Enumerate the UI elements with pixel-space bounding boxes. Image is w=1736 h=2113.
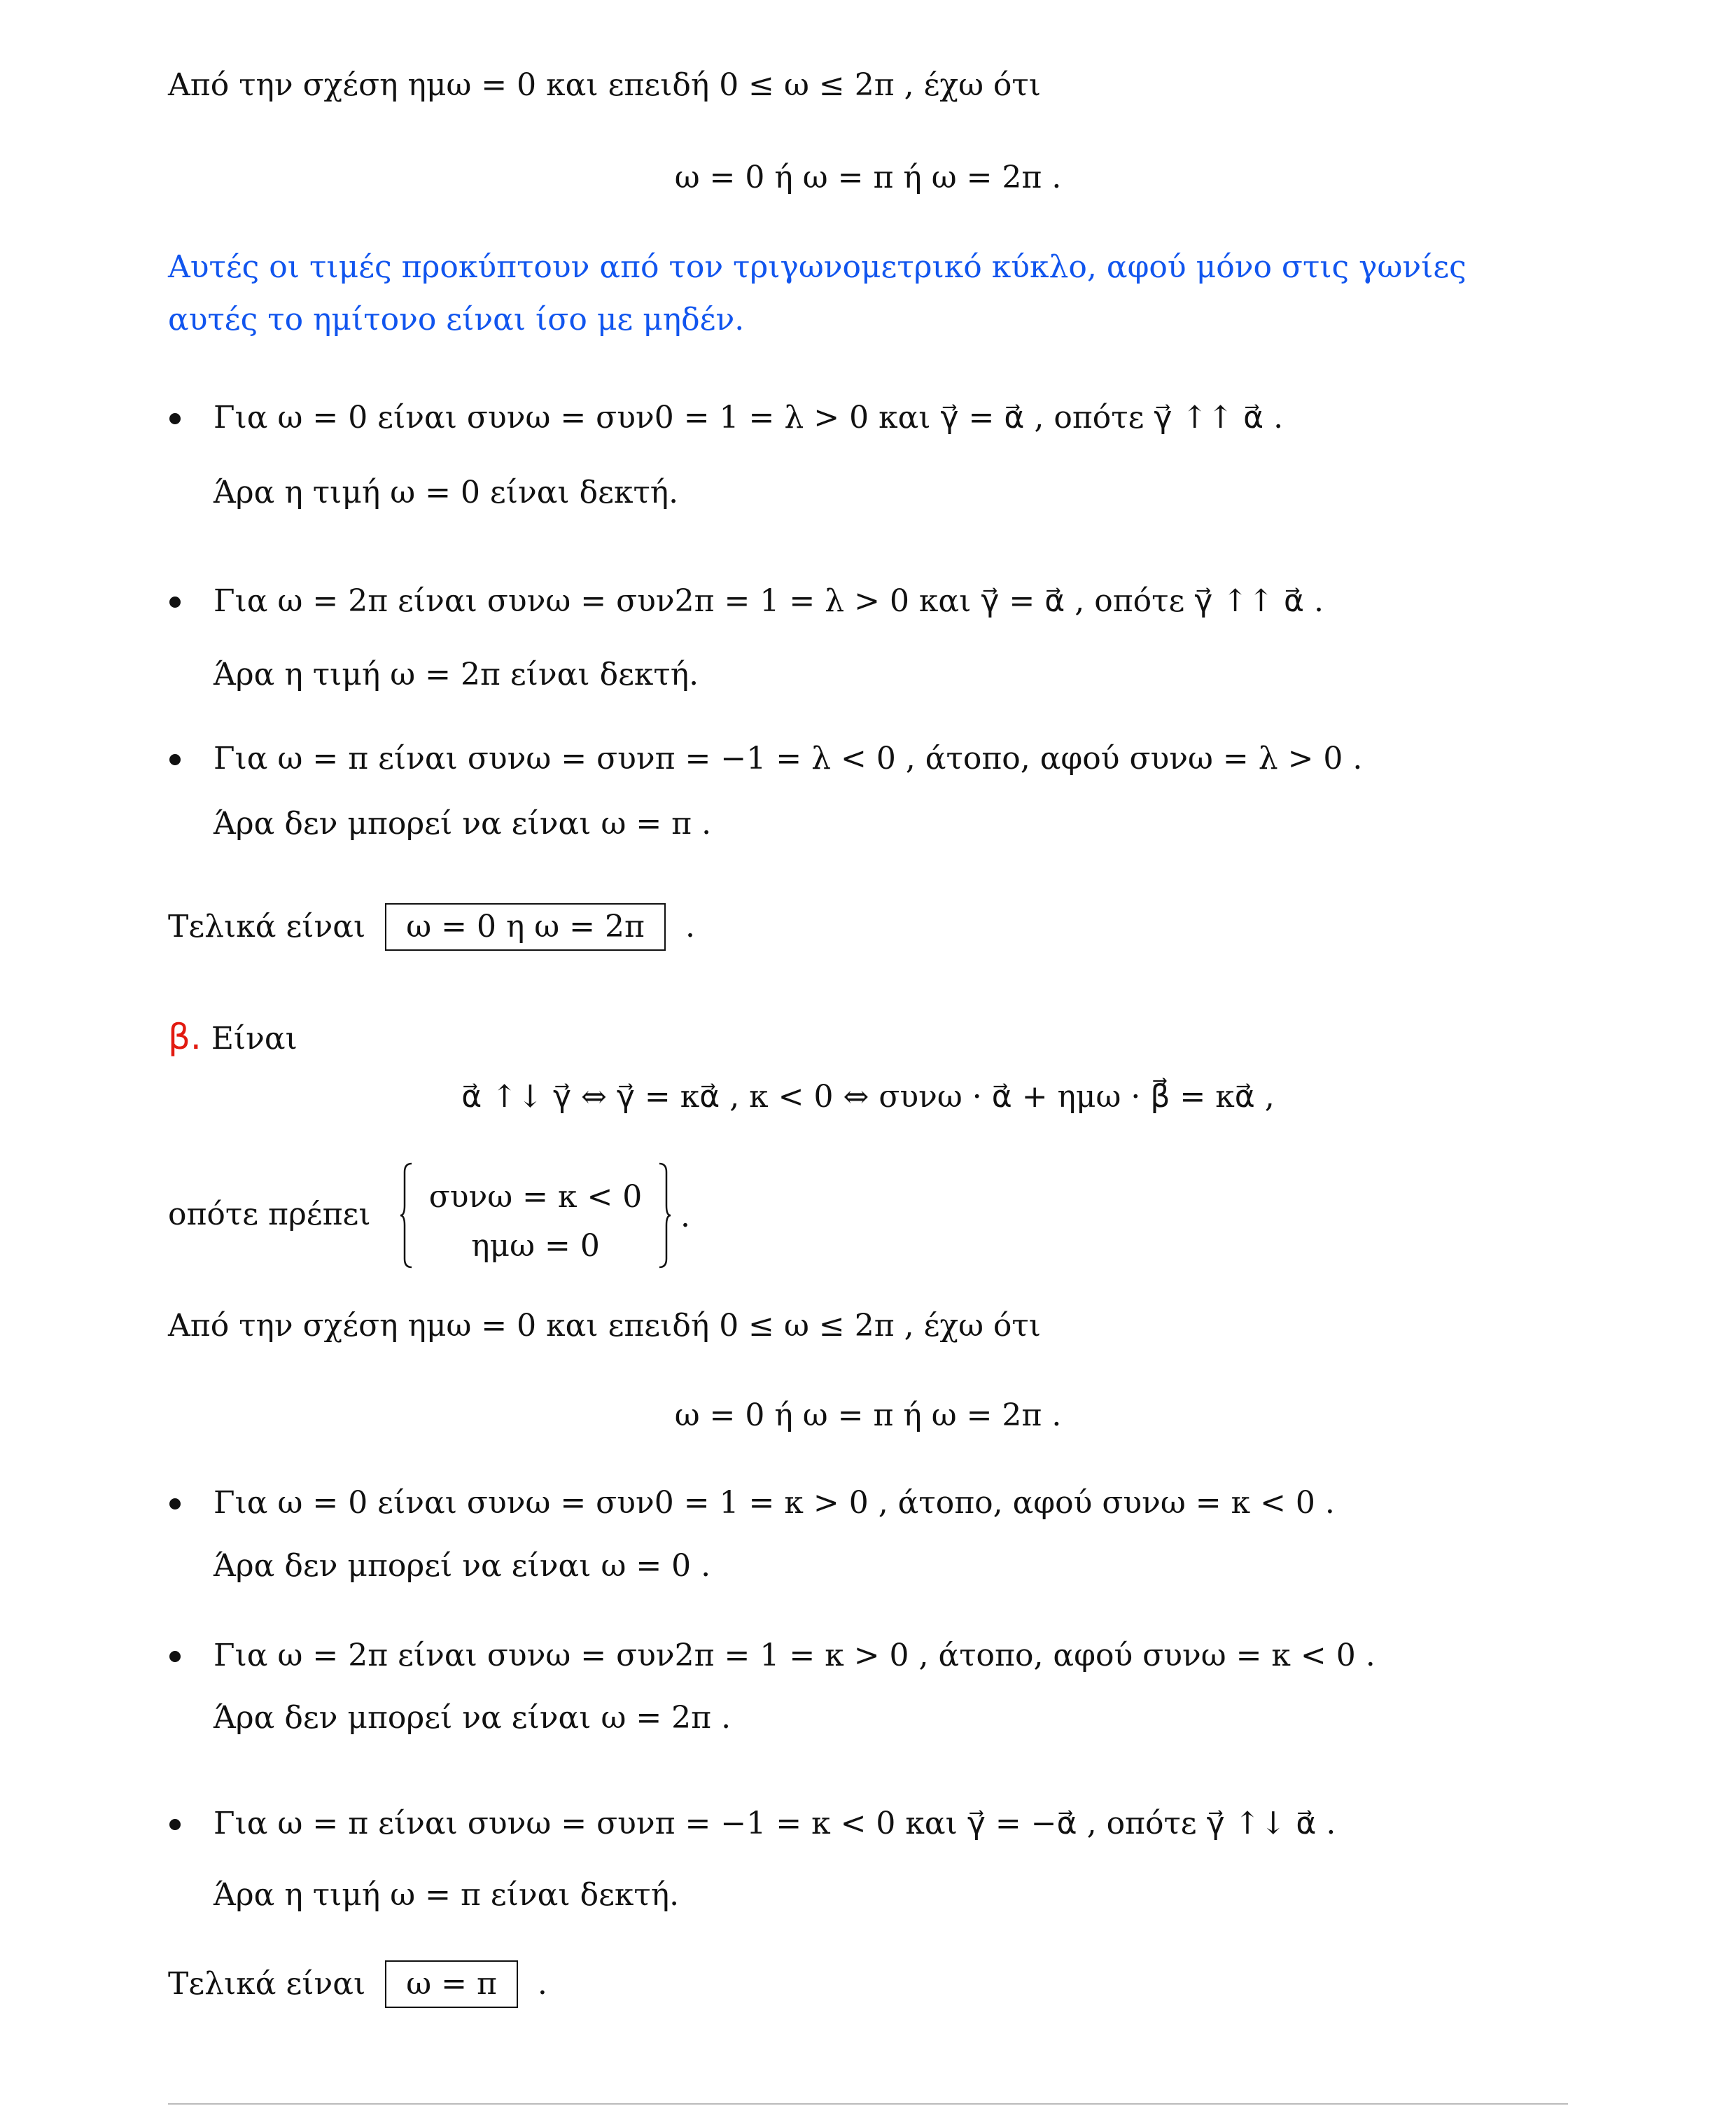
final-suffix: . [685,909,695,944]
part-b-case1-line1: Για ω = 0 είναι συνω = συν0 = 1 = κ > 0 , άτοπο, αφού συνω = κ < 0 . [214,1485,1335,1521]
part-a-case2-line2: Άρα η τιμή ω = 2π είναι δεκτή. [214,657,699,692]
right-brace-icon [658,1162,672,1269]
part-b-header [168,1017,298,1057]
part-b-label: β. [168,1017,202,1057]
system-prefix: οπότε πρέπει [168,1197,371,1232]
bullet-icon [169,1819,181,1830]
part-b-case3-line2: Άρα η τιμή ω = π είναι δεκτή. [214,1877,680,1913]
part-a-case2-line1: Για ω = 2π είναι συνω = συν2π = 1 = λ > 0 και γ⃗ = α⃗ , οπότε γ⃗ ↑↑ α⃗ . [214,583,1324,619]
final-prefix: Τελικά είναι [168,1966,366,2002]
part-a-case1-line2: Άρα η τιμή ω = 0 είναι δεκτή. [214,475,679,510]
system-row1: συνω = κ < 0 [428,1179,643,1215]
bullet-icon [169,597,181,608]
part-a-final [168,903,695,951]
part-a-case3-line2: Άρα δεν μπορεί να είναι ω = π . [214,806,712,842]
part-a-intro: Από την σχέση ημω = 0 και επειδή 0 ≤ ω ≤ 2π , έχω ότι [168,67,1042,103]
part-b-case2-line1: Για ω = 2π είναι συνω = συν2π = 1 = κ > 0 , άτοπο, αφού συνω = κ < 0 . [214,1638,1376,1673]
part-b-label-text: Είναι [211,1021,298,1056]
final-suffix: . [537,1966,547,2002]
part-b-final [168,1960,547,2008]
part-b-case1-line2: Άρα δεν μπορεί να είναι ω = 0 . [214,1548,711,1584]
part-b-equivalence: α⃗ ↑↓ γ⃗ ⇔ γ⃗ = κα⃗ , κ < 0 ⇔ συνω · α⃗ + ημω · β⃗ = κα⃗ , [461,1079,1275,1115]
part-a-solutions: ω = 0 ή ω = π ή ω = 2π . [674,160,1062,195]
bullet-icon [169,1498,181,1509]
part-b-case2-line2: Άρα δεν μπορεί να είναι ω = 2π . [214,1700,732,1736]
part-a-case3-line1: Για ω = π είναι συνω = συνπ = −1 = λ < 0 , άτοπο, αφού συνω = λ > 0 . [214,741,1363,776]
part-b-intro: Από την σχέση ημω = 0 και επειδή 0 ≤ ω ≤ 2π , έχω ότι [168,1308,1042,1344]
system-row2: ημω = 0 [471,1228,600,1264]
page-divider [168,2103,1568,2105]
system-suffix: . [680,1199,690,1234]
final-prefix: Τελικά είναι [168,909,366,944]
bullet-icon [169,1651,181,1662]
final-answer-box: ω = π [385,1960,518,2008]
part-a-note-line1: Αυτές οι τιμές προκύπτουν από τον τριγωνομετρικό κύκλο, αφού μόνο στις γωνίες [168,249,1466,285]
final-answer-box: ω = 0 η ω = 2π [385,903,666,951]
part-b-case3-line1: Για ω = π είναι συνω = συνπ = −1 = κ < 0 και γ⃗ = −α⃗ , οπότε γ⃗ ↑↓ α⃗ . [214,1806,1336,1841]
part-a-note-line2: αυτές το ημίτονο είναι ίσο με μηδέν. [168,302,745,337]
bullet-icon [169,413,181,424]
part-b-solutions: ω = 0 ή ω = π ή ω = 2π . [674,1397,1062,1433]
part-a-case1-line1: Για ω = 0 είναι συνω = συν0 = 1 = λ > 0 και γ⃗ = α⃗ , οπότε γ⃗ ↑↑ α⃗ . [214,400,1284,435]
bullet-icon [169,754,181,765]
equation-system [399,1162,672,1271]
